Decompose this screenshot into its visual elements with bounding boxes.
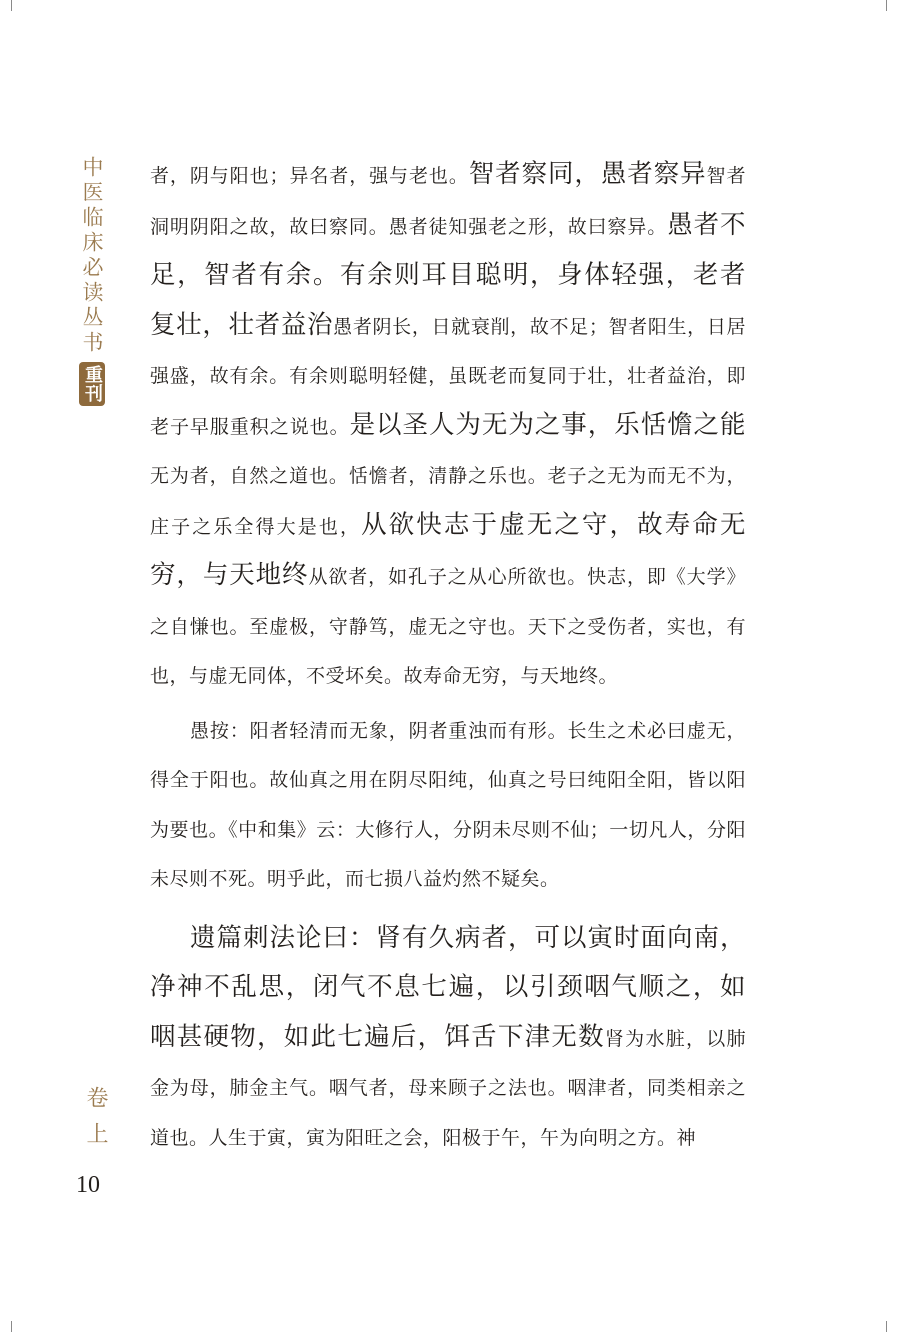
page-number: 10: [76, 1172, 100, 1198]
paragraph-1: [150, 150, 746, 701]
commentary-text: 愚者阴长，日就衰削，故不足；智者阳生，日居强盛，故有余。有余则聪明轻健，虽既老而复同于壮，壮者益治，即老子早服重积之说也。: [150, 315, 746, 438]
commentary-text: 肾为水脏，以肺金为母，肺金主气。咽气者，母来顾子之法也。咽津者，同类相亲之道也。人生于寅，寅为阳旺之会，阳极于午，午为向明之方。神: [150, 1027, 746, 1149]
main-text: 愚者不足，智者有余。有余则耳目聪明，身体轻强，老者复壮，壮者益治: [150, 209, 746, 340]
text-body: [150, 150, 746, 1162]
commentary-text: 者，阴与阳也；异名者，强与老也。: [150, 165, 469, 187]
crop-mark-bottom-left: [11, 1321, 12, 1332]
commentary-text: 无为者，自然之道也。恬憺者，清静之乐也。老子之无为而无不为，庄子之乐全得大是也，: [150, 465, 746, 538]
author-note-text: 愚按：阳者轻清而无象，阴者重浊而有形。长生之术必曰虚无，得全于阳也。故仙真之用在阴尽阳纯，仙真之号曰纯阳全阳，皆以阳为要也。《中和集》云：大修行人，分阴未尽则不仙；一切凡人，分阳未尽则不死。明乎此，而七损八益灼然不疑矣。: [150, 719, 746, 890]
main-text: 智者察同，愚者察异: [468, 159, 707, 189]
crop-mark-top-left: [11, 0, 12, 11]
volume-label: 卷上: [83, 1086, 108, 1158]
main-text: 从欲快志于虚无之守，故寿命无穷，与天地终: [150, 509, 746, 590]
main-text: 是以圣人为无为之事，乐恬憺之能: [349, 409, 746, 440]
series-sidebar: [78, 156, 106, 406]
reprint-seal: 重刊: [79, 362, 105, 406]
commentary-text: 从欲者，如孔子之从心所欲也。快志，即《大学》之自慊也。至虚极，守静笃，虚无之守也。天下之受伤者，实也，有也，与虚无同体，不受坏矣。故寿命无穷，与天地终。: [150, 566, 746, 687]
main-text: 遗篇刺法论曰：肾有久病者，可以寅时面向南，净神不乱思，闭气不息七遍，以引颈咽气顺之，如咽甚硬物，如此七遍后，饵舌下津无数: [150, 922, 746, 1052]
crop-mark-bottom-right: [886, 1321, 887, 1332]
paragraph-author-note: [150, 706, 746, 904]
series-title: 中医临床必读丛书: [80, 156, 104, 356]
crop-mark-top-right: [886, 0, 887, 11]
paragraph-3: [150, 914, 746, 1163]
commentary-text: 智者洞明阴阳之故，故曰察同。愚者徒知强老之形，故曰察异。: [150, 165, 746, 238]
